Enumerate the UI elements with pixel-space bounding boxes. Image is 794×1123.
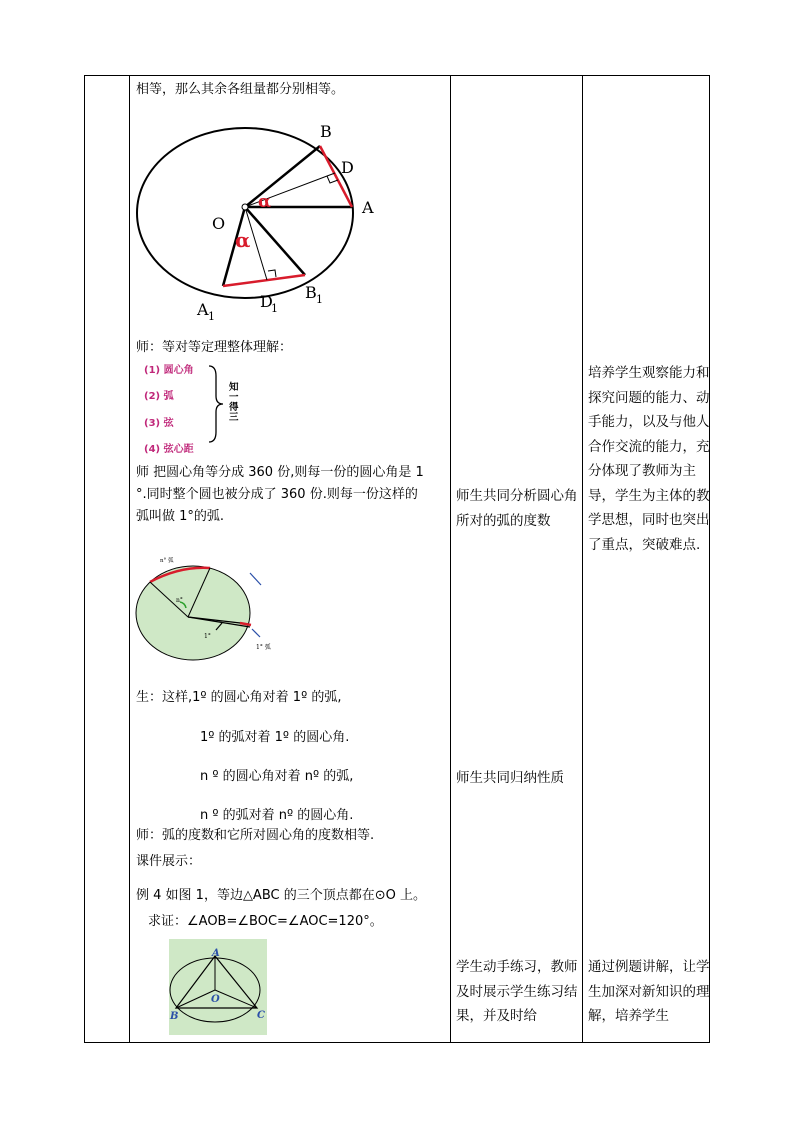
table-border-bottom [84, 1042, 710, 1043]
table-border-right [709, 75, 710, 1043]
example-line: 例 4 如图 1，等边△ABC 的三个顶点都在⊙O 上。 [136, 888, 426, 903]
list-item-2: (2) 弧 [144, 391, 174, 402]
student-line-2: 1º 的弧对着 1º 的圆心角. [200, 730, 350, 745]
teacher-line-3: 师：弧的度数和它所对圆心角的度数相等. [136, 828, 375, 843]
label-B1-sub: 1 [316, 293, 323, 306]
brace-label: 知一得三 [229, 382, 239, 423]
list-item-4: (4) 弦心距 [144, 444, 194, 455]
label-B: B [320, 122, 332, 141]
teacher-line-2a: 师 把圆心角等分成 360 份,则每一份的圆心角是 1 [136, 465, 424, 480]
triangle-label-B: B [170, 1011, 179, 1022]
alpha-upper: α [258, 192, 272, 212]
student-line-1: 生：这样,1º 的圆心角对着 1º 的弧, [136, 690, 342, 705]
student-line-4: n º 的弧对着 nº 的圆心角. [200, 808, 354, 823]
label-A1: A [197, 300, 209, 319]
label-D1-sub: 1 [271, 302, 278, 315]
prove-line: 求证：∠AOB=∠BOC=∠AOC=120°。 [148, 914, 383, 929]
table-border-top [84, 75, 710, 76]
label-A: A [362, 198, 374, 217]
table-border-left [84, 75, 85, 1043]
alpha-lower: α [235, 228, 251, 252]
activity-text-2: 师生共同归纳性质 [456, 770, 564, 786]
central-angle-figure [134, 115, 394, 325]
one-arc-label: 1° 弧 [256, 644, 271, 651]
label-A1-sub: 1 [208, 310, 215, 323]
triangle-label-A: A [212, 948, 220, 959]
activity-text-1: 师生共同分析圆心角所对的弧的度数 [456, 488, 578, 529]
teacher-line-2c: 弧叫做 1°的弧. [136, 509, 225, 524]
activity-text-3: 学生动手练习，教师及时展示学生练习结果，并及时给 [456, 959, 578, 1024]
label-D: D [341, 158, 354, 177]
label-B1: B [305, 283, 317, 302]
brace-icon [206, 364, 226, 444]
teacher-line-2b: °.同时整个圆也被分成了 360 份.则每一份这样的 [136, 487, 418, 502]
intent-text-2: 通过例题讲解，让学生加深对新知识的理解，培养学生 [588, 959, 710, 1024]
n-arc-label: n° 弧 [160, 558, 174, 564]
courseware-line: 课件展示： [136, 854, 202, 869]
lesson-table [84, 75, 710, 1043]
label-D1: D [260, 292, 273, 311]
triangle-label-C: C [257, 1010, 265, 1021]
one-degree-label: 1° [204, 633, 211, 640]
intro-line: 相等，那么其余各组量都分别相等。 [136, 82, 345, 97]
intent-text-1: 培养学生观察能力和探究问题的能力、动手能力，以及与他人合作交流的能力，充分体现了教师为主导，学生为主体的教学思想，同时也突出了重点，突破难点. [588, 365, 710, 553]
triangle-figure [169, 939, 267, 1035]
list-item-3: (3) 弦 [144, 418, 174, 429]
column-divider-2 [450, 75, 451, 1043]
triangle-label-O: O [211, 994, 220, 1005]
column-divider-3 [582, 75, 583, 1043]
n-degree-label: n° [176, 597, 183, 604]
student-line-3: n º 的圆心角对着 nº 的弧, [200, 769, 354, 784]
teacher-line-1: 师：等对等定理整体理解： [136, 340, 293, 355]
label-O: O [212, 214, 226, 233]
list-item-1: (1) 圆心角 [144, 365, 194, 376]
degree-arc-figure [130, 553, 280, 665]
